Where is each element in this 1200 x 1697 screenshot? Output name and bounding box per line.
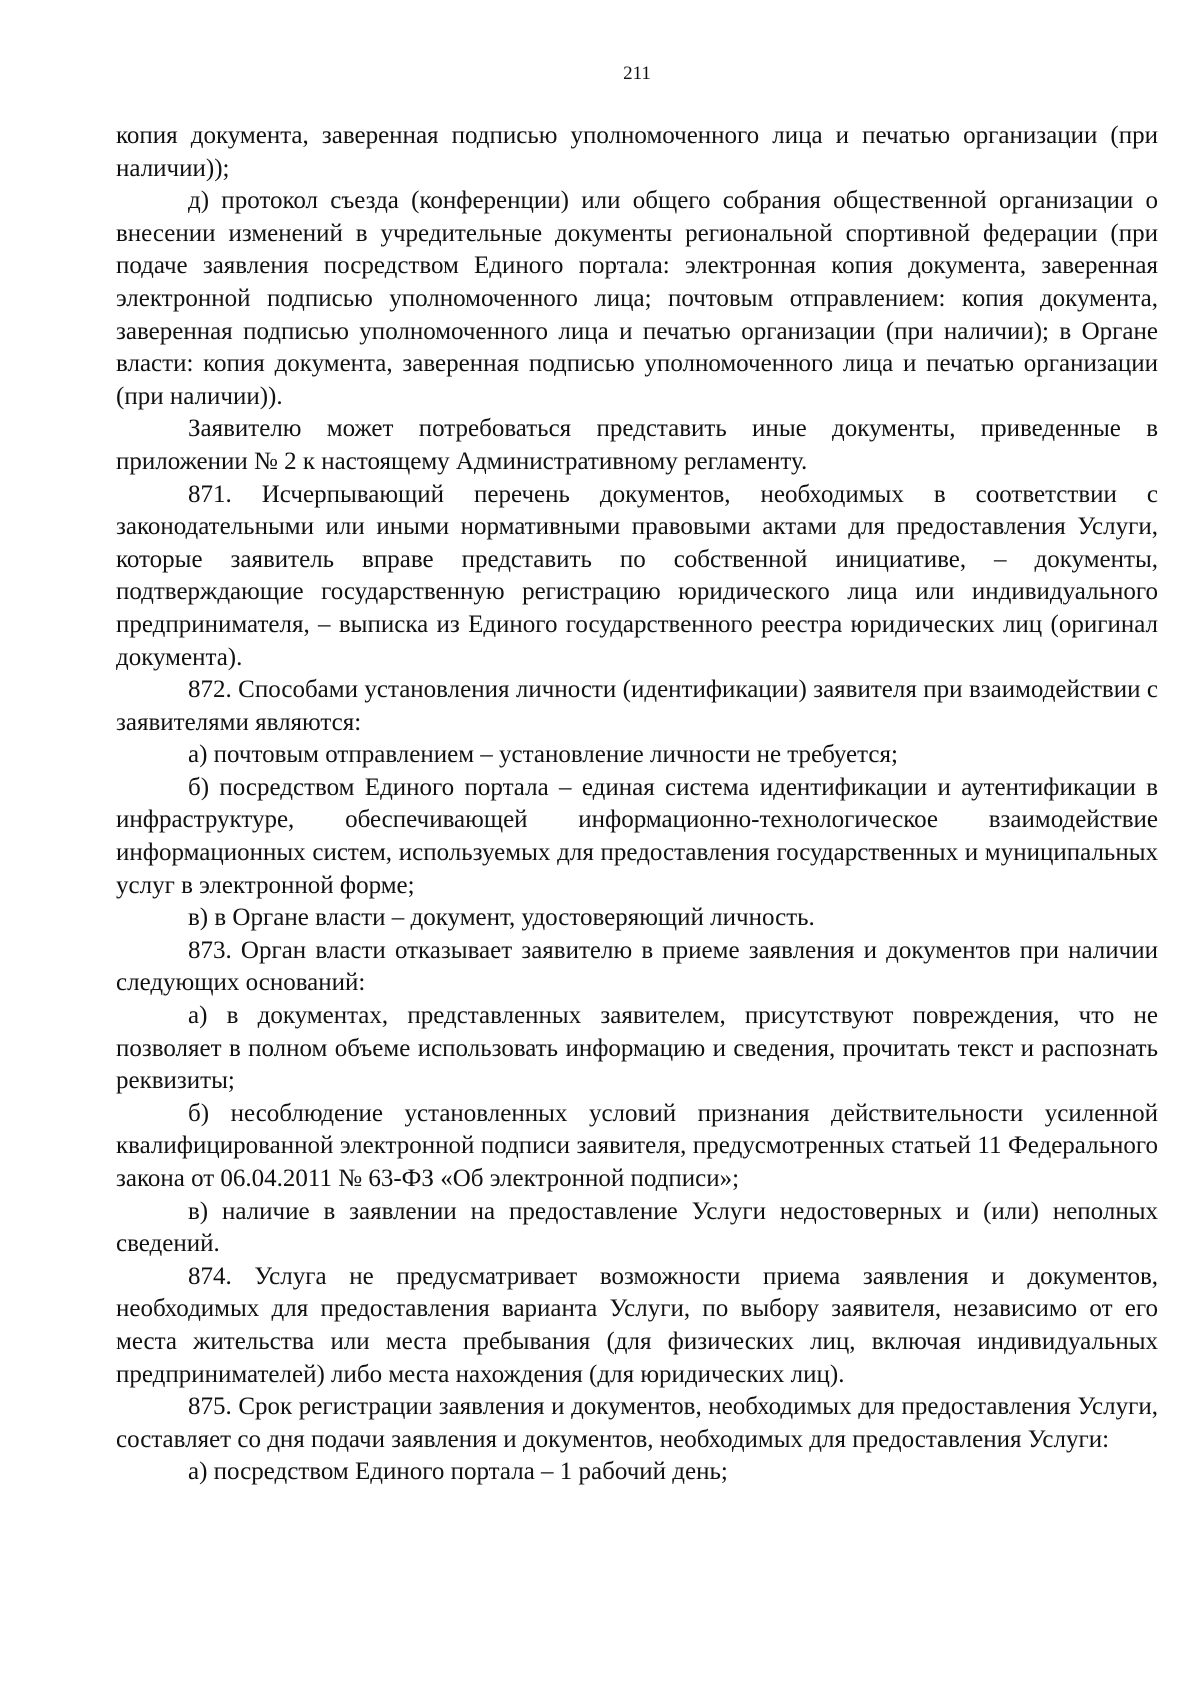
document-page bbox=[116, 62, 1158, 1489]
paragraph: а) посредством Единого портала – 1 рабочий день; bbox=[188, 1458, 728, 1486]
paragraph: 875. Срок регистрации заявления и документов, необходимых для предоставления Услуги, составляет со дня подачи заявления и документов, необходимых для предоставления Услуги: bbox=[116, 1393, 1158, 1453]
paragraph: 873. Орган власти отказывает заявителю в приеме заявления и документов при наличии следующих оснований: bbox=[116, 936, 1158, 997]
paragraph: б) несоблюдение установленных условий признания действительности усиленной квалифицированной электронной подписи заявителя, предусмотренных статьей 11 Федерального закона от 06.04.2011 № 63-ФЗ «Об электронной подписи»; bbox=[116, 1099, 1158, 1192]
paragraph: 874. Услуга не предусматривает возможности приема заявления и документов, необходимых для предоставления варианта Услуги, по выбору заявителя, независимо от его места жительства или места пребывания (для физических лиц, включая индивидуальных предпринимателей) либо места нахождения (для юридических лиц). bbox=[116, 1262, 1158, 1388]
paragraph: в) наличие в заявлении на предоставление Услуги недостоверных и (или) неполных сведений. bbox=[116, 1197, 1158, 1258]
page-number: 211 bbox=[623, 63, 651, 84]
paragraph: 871. Исчерпывающий перечень документов, необходимых в соответствии с законодательными или иными нормативными правовыми актами для предоставления Услуги, которые заявитель вправе представить по собственной инициативе, – документы, подтверждающие государственную регистрацию юридического лица или индивидуального предпринимателя, – выписка из Единого государственного реестра юридических лиц (оригинал документа). bbox=[116, 480, 1158, 671]
paragraph: а) в документах, представленных заявителем, присутствуют повреждения, что не позволяет в полном объеме использовать информацию и сведения, прочитать текст и распознать реквизиты; bbox=[116, 1002, 1158, 1095]
paragraph: 872. Способами установления личности (идентификации) заявителя при взаимодействии с заявителями являются: bbox=[116, 676, 1158, 736]
paragraph: б) посредством Единого портала – единая система идентификации и аутентификации в инфраструктуре, обеспечивающей информационно-технологическое взаимодействие информационных систем, используемых для предоставления государственных и муниципальных услуг в электронной форме; bbox=[116, 773, 1158, 899]
paragraph: а) почтовым отправлением – установление личности не требуется; bbox=[188, 741, 898, 769]
paragraph: копия документа, заверенная подписью уполномоченного лица и печатью организации (при наличии)); bbox=[116, 122, 1158, 182]
paragraph: Заявителю может потребоваться представить иные документы, приведенные в приложении № 2 к настоящему Административному регламенту. bbox=[116, 415, 1158, 475]
paragraph: д) протокол съезда (конференции) или общего собрания общественной организации о внесении изменений в учредительные документы региональной спортивной федерации (при подаче заявления посредством Единого портала: электронная копия документа, заверенная электронной подписью уполномоченного лица; почтовым отправлением: копия документа, заверенная подписью уполномоченного лица и печатью организации (при наличии); в Органе власти: копия документа, заверенная подписью уполномоченного лица и печатью организации (при наличии)). bbox=[116, 187, 1158, 410]
document-body bbox=[116, 120, 1158, 1489]
paragraph: в) в Органе власти – документ, удостоверяющий личность. bbox=[188, 904, 815, 932]
